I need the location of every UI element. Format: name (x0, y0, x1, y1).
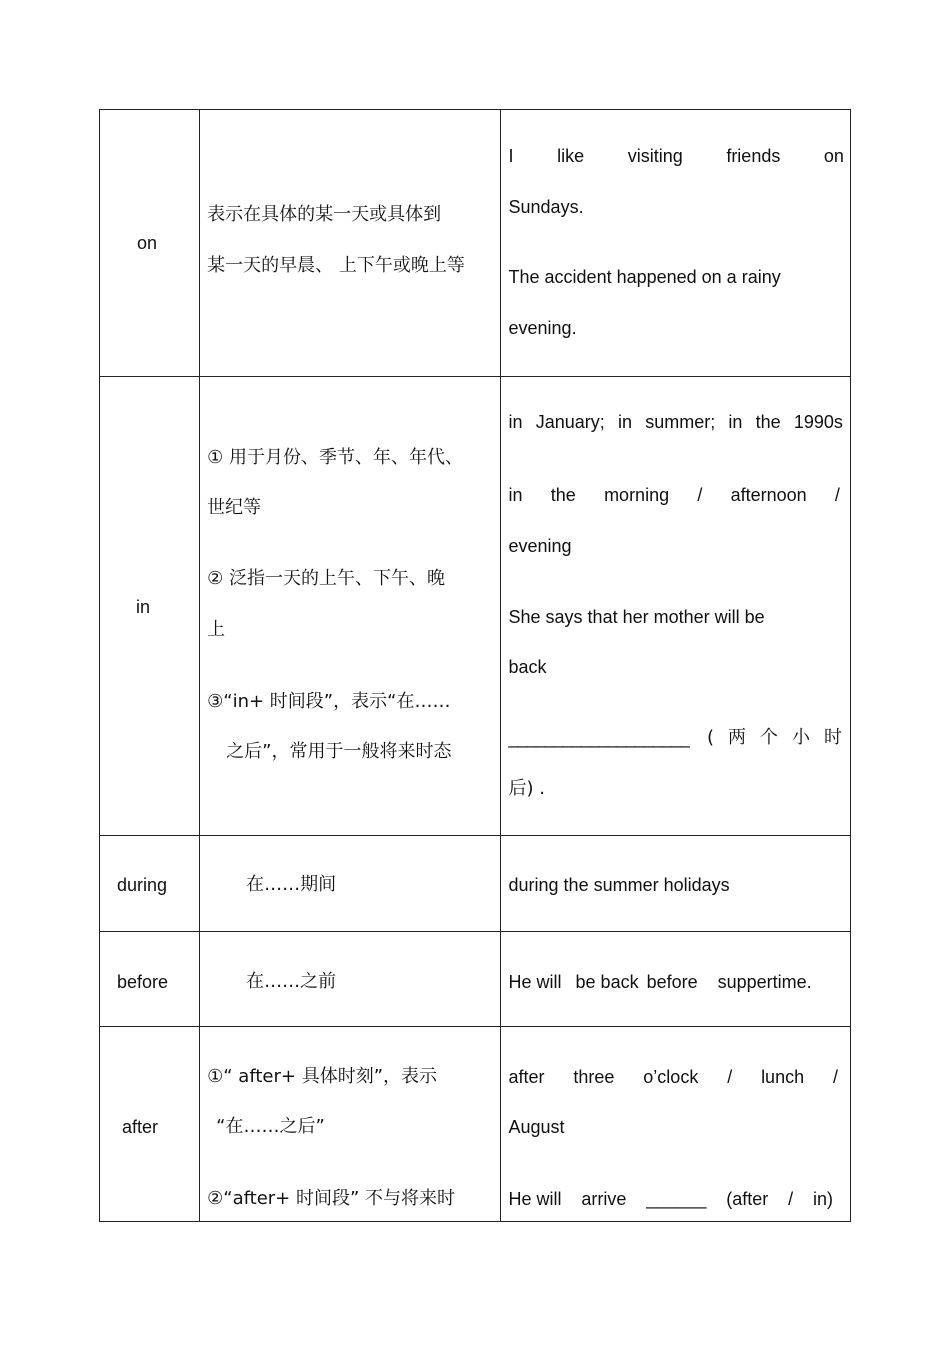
word: January; (535, 412, 605, 432)
hint-char: 小 (792, 727, 810, 748)
meaning-line: 某一天的早晨、 上下午或晚上等 (207, 255, 465, 276)
word: arrive (581, 1189, 627, 1209)
preposition-table (99, 109, 851, 1222)
meaning-cell (200, 836, 500, 932)
word-label: in (136, 597, 151, 617)
example-cell (500, 1027, 850, 1222)
meaning-line: ②“after+ 时间段” 不与将来时 (207, 1188, 456, 1209)
table-row (100, 932, 851, 1027)
example-line (509, 413, 843, 431)
example-cell (500, 110, 850, 377)
word: in (617, 412, 632, 432)
example-line (509, 729, 842, 747)
example-cell (500, 836, 850, 932)
meaning-line: 上 (207, 619, 226, 640)
meaning-line: 世纪等 (207, 497, 262, 518)
meaning-line: ①“ after+ 具体时刻”，表示 (207, 1066, 438, 1087)
table-row (100, 1027, 851, 1222)
example-line (509, 147, 844, 165)
word: the (550, 485, 576, 505)
hint-char: ( (706, 727, 714, 748)
example-line: She says that her mother will be (508, 607, 765, 627)
word: like (557, 146, 585, 166)
table-row (100, 377, 851, 836)
word-cell (100, 836, 200, 932)
word: / (697, 485, 703, 505)
meaning-cell (200, 932, 500, 1027)
word: summer; (645, 412, 716, 432)
word: / (727, 1067, 733, 1087)
meaning-line: ③“in+ 时间段”，表示“在…… (207, 691, 451, 712)
example-line (509, 973, 812, 991)
word-cell (100, 110, 200, 377)
example-cell (500, 932, 850, 1027)
example-line: during the summer holidays (508, 875, 730, 895)
hint-char: 个 (760, 727, 778, 748)
word: He will (508, 1189, 562, 1209)
meaning-line: 之后”，常用于一般将来时态 (226, 741, 452, 762)
meaning-cell (200, 377, 500, 836)
word-cell (100, 932, 200, 1027)
word: friends (726, 146, 781, 166)
example-line (509, 1190, 833, 1208)
word: / (834, 485, 840, 505)
word: 1990s (793, 412, 843, 432)
word: after (508, 1067, 545, 1087)
meaning-cell (200, 1027, 500, 1222)
word: I (508, 146, 514, 166)
example-line: 后) . (508, 778, 545, 799)
word: (after (726, 1189, 769, 1209)
table-row (100, 836, 851, 932)
meaning-line: “在……之后” (216, 1116, 325, 1137)
word-label: during (117, 875, 168, 895)
word: in (728, 412, 743, 432)
meaning-line: ① 用于月份、季节、年、年代、 (207, 447, 463, 468)
example-cell (500, 377, 850, 836)
word: lunch (761, 1067, 805, 1087)
word: afternoon (730, 485, 807, 505)
meaning-line: 在……期间 (246, 874, 337, 895)
example-line: back (508, 657, 547, 677)
meaning-line: 在……之前 (246, 971, 337, 992)
example-line: evening (508, 536, 572, 556)
example-line: Sundays. (508, 197, 584, 217)
meaning-line: 表示在具体的某一天或具体到 (207, 204, 442, 225)
meaning-cell (200, 110, 500, 377)
word: in (508, 412, 523, 432)
example-line: August (508, 1117, 565, 1137)
word: three (573, 1067, 615, 1087)
example-line: evening. (508, 318, 577, 338)
answer-blank: ____________________ (508, 728, 689, 748)
word: visiting (627, 146, 683, 166)
answer-blank: ______ (646, 1189, 707, 1209)
meaning-line: ② 泛指一天的上午、下午、晚 (207, 568, 445, 589)
word: He will (508, 972, 562, 992)
word-label: after (122, 1117, 159, 1137)
word-cell (100, 377, 200, 836)
word: suppertime. (717, 972, 812, 992)
word: in (508, 485, 523, 505)
hint-char: 两 (728, 727, 746, 748)
word: be back (575, 972, 639, 992)
word-label: on (137, 233, 158, 253)
word-cell (100, 1027, 200, 1222)
word: on (823, 146, 844, 166)
word: o’clock (643, 1067, 699, 1087)
word: / (788, 1189, 794, 1209)
table-row (100, 110, 851, 377)
word: morning (604, 485, 670, 505)
word: the (755, 412, 781, 432)
example-line (509, 1068, 838, 1086)
hint-text (707, 729, 842, 747)
word: before (646, 972, 698, 992)
word: in) (812, 1189, 833, 1209)
example-line (509, 486, 840, 504)
hint-char: 时 (824, 727, 842, 748)
word: / (832, 1067, 838, 1087)
word-label: before (117, 972, 169, 992)
example-line: The accident happened on a rainy (508, 267, 781, 287)
